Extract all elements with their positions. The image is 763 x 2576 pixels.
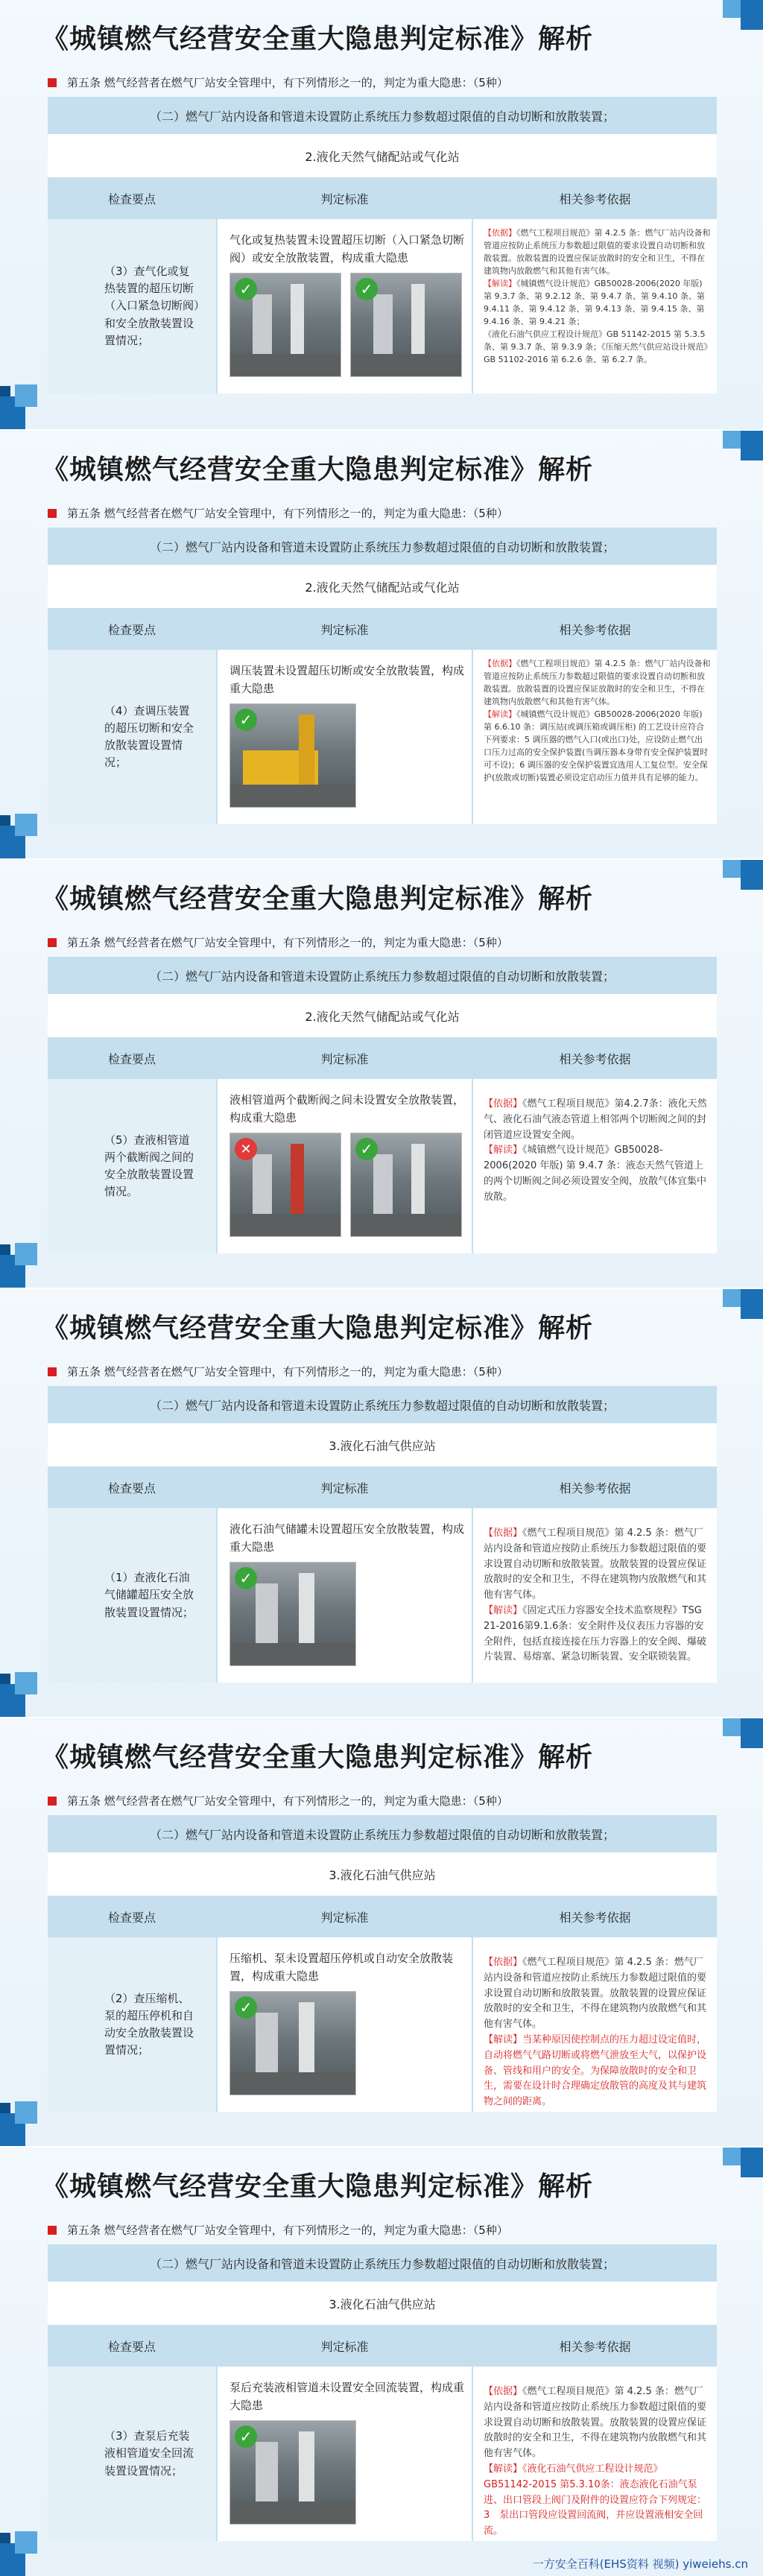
deco-square [0, 1244, 10, 1255]
check-point: （3）查气化或复热装置的超压切断（入口紧急切断阀）和安全放散装置设置情况； [48, 219, 216, 393]
category-bar: （二）燃气厂站内设备和管道未设置防止系统压力参数超过限值的自动切断和放散装置； [48, 2244, 717, 2282]
deco-square [741, 860, 763, 890]
category-bar: （二）燃气厂站内设备和管道未设置防止系统压力参数超过限值的自动切断和放散装置； [48, 1815, 717, 1852]
reference-paragraph [484, 657, 711, 708]
criterion-cell [216, 650, 473, 824]
deco-square [723, 431, 741, 449]
section-title: 3.液化石油气供应站 [48, 1423, 717, 1466]
header-c2: 判定标准 [320, 192, 369, 206]
reference-text: 《燃气工程项目规范》第 4.2.5 条：燃气厂站内设备和管道应按防止系统压力参数超过限值的要求设置自动切断和放散装置。放散装置的设置应保证放散时的安全和卫生，不得在建筑物内放散燃气和其他有害气体。 [484, 2386, 707, 2460]
reference-paragraph [484, 1955, 711, 2033]
slide-title: 《城镇燃气经营安全重大隐患判定标准》解析 [42, 1313, 594, 1344]
reference-paragraph [484, 1526, 711, 1604]
bullet-icon [48, 78, 57, 87]
photo-shape [230, 2072, 355, 2095]
criterion-text: 液相管道两个截断阀之间未设置安全放散装置，构成重大隐患 [229, 1093, 465, 1124]
reference-paragraph [484, 2033, 711, 2110]
header-c3: 相关参考依据 [559, 2339, 631, 2354]
article-text: 第五条 燃气经营者在燃气厂站安全管理中，有下列情形之一的，判定为重大隐患：（5种） [67, 1365, 508, 1379]
table-header [48, 1037, 717, 1079]
reference-tag: 【解读】 [484, 279, 516, 289]
corner-decoration [0, 377, 45, 429]
deco-square [741, 431, 763, 461]
slide [0, 858, 763, 1288]
photo-shape [230, 1643, 355, 1665]
equipment-photo [350, 1133, 462, 1237]
deco-square [741, 1718, 763, 1748]
header-c3: 相关参考依据 [559, 192, 631, 206]
criterion-cell [216, 1508, 473, 1683]
reference-paragraph [484, 328, 711, 366]
reference-text: 《燃气工程项目规范》第 4.2.5 条：燃气厂站内设备和管道应按防止系统压力参数超过限值的要求设置自动切断和放散装置。放散装置的设置应保证放散时的安全和卫生，不得在建筑物内放散燃气和其他有害气体。 [484, 228, 711, 276]
table-header [48, 608, 717, 650]
reference-text: 当某种原因使控制点的压力超过设定值时，自动将燃气气路切断或将燃气泄放至大气，以保护设备、管线和用户的安全。为保障放散时的安全和卫生，需要在设计时合理确定放散管的高度及其与建筑物之间的距离。 [484, 2034, 707, 2108]
reference-tag: 【解读】 [484, 709, 516, 720]
reference-paragraph [484, 2462, 711, 2539]
bullet-icon [48, 1367, 57, 1376]
table-row [48, 1937, 717, 2112]
table-row [48, 1508, 717, 1683]
corner-decoration [0, 1235, 45, 1288]
photo-group [229, 1991, 464, 2095]
criterion-text: 泵后充装液相管道未设置安全回流装置，构成重大隐患 [229, 2381, 465, 2412]
slide [0, 2146, 763, 2576]
equipment-photo [229, 1562, 356, 1666]
check-icon: ✓ [355, 1138, 378, 1160]
equipment-photo [229, 703, 356, 808]
deco-square [15, 814, 37, 836]
category-bar: （二）燃气厂站内设备和管道未设置防止系统压力参数超过限值的自动切断和放散装置； [48, 957, 717, 994]
photo-shape [230, 2501, 355, 2524]
criterion-text: 压缩机、泵未设置超压停机或自动安全放散装置，构成重大隐患 [229, 1952, 454, 1983]
corner-decoration [723, 0, 763, 30]
bullet-icon [48, 938, 57, 947]
photo-group [229, 273, 464, 377]
reference-text: 《燃气工程项目规范》第 4.2.5 条：燃气厂站内设备和管道应按防止系统压力参数超过限值的要求设置自动切断和放散装置。放散装置的设置应保证放散时的安全和卫生，不得在建筑物内放散燃气和其他有害气体。 [484, 1528, 707, 1601]
slide [0, 1288, 763, 1717]
reference-cell [473, 650, 717, 824]
section-title: 3.液化石油气供应站 [48, 1852, 717, 1896]
article-text: 第五条 燃气经营者在燃气厂站安全管理中，有下列情形之一的，判定为重大隐患：（5种） [67, 507, 508, 520]
check-icon: ✓ [355, 278, 378, 300]
header-c3: 相关参考依据 [559, 1051, 631, 1066]
table-row [48, 650, 717, 824]
equipment-photo [229, 2420, 356, 2525]
table-row [48, 2367, 717, 2541]
reference-paragraph [484, 1604, 711, 1665]
check-point: （1）查液化石油气储罐超压安全放散装置设置情况； [48, 1508, 216, 1683]
reference-cell [473, 2367, 717, 2541]
photo-group [229, 2420, 464, 2525]
check-point: （5）查液相管道两个截断阀之间的安全放散装置设置情况。 [48, 1079, 216, 1253]
cross-icon: ✕ [235, 1138, 257, 1160]
reference-text: 《液化石油气供应工程设计规范》GB51142-2015 第5.3.10条：液态液化石油气泵进、出口管段上阀门及附件的设置应符合下列规定：3 泵出口管段应设置回流阀，并应设置液相安全回流。 [484, 2463, 707, 2537]
section-title: 2.液化天然气储配站或气化站 [48, 134, 717, 177]
slide-title: 《城镇燃气经营安全重大隐患判定标准》解析 [42, 455, 594, 485]
corner-decoration [723, 1289, 763, 1319]
slide-title: 《城镇燃气经营安全重大隐患判定标准》解析 [42, 24, 594, 54]
slide [0, 0, 763, 429]
reference-cell [473, 219, 717, 393]
article-text: 第五条 燃气经营者在燃气厂站安全管理中，有下列情形之一的，判定为重大隐患：（5种） [67, 936, 508, 949]
reference-paragraph [484, 277, 711, 328]
corner-decoration [723, 431, 763, 461]
header-c1: 检查要点 [107, 622, 156, 637]
category-bar: （二）燃气厂站内设备和管道未设置防止系统压力参数超过限值的自动切断和放散装置； [48, 528, 717, 565]
section-title: 2.液化天然气储配站或气化站 [48, 994, 717, 1037]
article-line [48, 75, 703, 90]
criterion-text: 气化或复热装置未设置超压切断（入口紧急切断阀）或安全放散装置，构成重大隐患 [229, 233, 465, 265]
photo-shape [230, 785, 355, 807]
slide-title: 《城镇燃气经营安全重大隐患判定标准》解析 [42, 1742, 594, 1773]
check-icon: ✓ [235, 1567, 257, 1589]
criterion-cell [216, 1937, 473, 2112]
equipment-photo [229, 1133, 341, 1237]
equipment-photo [229, 1991, 356, 2095]
header-c1: 检查要点 [107, 1910, 156, 1925]
header-c2: 判定标准 [320, 622, 369, 637]
deco-square [723, 2148, 741, 2165]
criterion-text: 调压装置未设置超压切断或安全放散装置，构成重大隐患 [229, 664, 465, 695]
slide-title: 《城镇燃气经营安全重大隐患判定标准》解析 [42, 884, 594, 914]
photo-shape [230, 354, 341, 376]
slide [0, 429, 763, 858]
reference-tag: 【依据】 [484, 2386, 523, 2397]
check-icon: ✓ [235, 278, 257, 300]
criterion-cell [216, 1079, 473, 1253]
deco-square [15, 1243, 37, 1265]
reference-tag: 【依据】 [484, 1957, 523, 1968]
photo-shape [351, 1214, 461, 1236]
article-line [48, 934, 703, 950]
header-c2: 判定标准 [320, 1481, 369, 1496]
reference-tag: 【依据】 [484, 228, 516, 238]
check-icon: ✓ [235, 1996, 257, 2019]
deco-square [723, 0, 741, 18]
header-c1: 检查要点 [107, 2339, 156, 2354]
criterion-cell [216, 2367, 473, 2541]
check-point: （2）查压缩机、泵的超压停机和自动安全放散装置设置情况； [48, 1937, 216, 2112]
table-header [48, 1466, 717, 1508]
reference-paragraph [484, 2384, 711, 2462]
criterion-text: 液化石油气储罐未设置超压安全放散装置，构成重大隐患 [229, 1522, 465, 1554]
header-c2: 判定标准 [320, 1910, 369, 1925]
article-text: 第五条 燃气经营者在燃气厂站安全管理中，有下列情形之一的，判定为重大隐患：（5种） [67, 76, 508, 89]
section-title: 2.液化天然气储配站或气化站 [48, 565, 717, 608]
check-icon: ✓ [235, 2425, 257, 2448]
deco-square [15, 2101, 37, 2124]
article-text: 第五条 燃气经营者在燃气厂站安全管理中，有下列情形之一的，判定为重大隐患：（5种） [67, 2224, 508, 2237]
bullet-icon [48, 509, 57, 518]
slide-title: 《城镇燃气经营安全重大隐患判定标准》解析 [42, 2171, 594, 2202]
deco-square [741, 2148, 763, 2177]
reference-tag: 【解读】 [484, 1604, 523, 1616]
reference-text: 《城镇燃气设计规范》GB50028-2006(2020 年版) 第 9.4.7 条：液态天然气管道上的两个切断阀之间必须设置安全阀，放散气体宜集中放散。 [484, 1145, 707, 1203]
deco-square [15, 2531, 37, 2554]
reference-text: 《液化石油气供应工程设计规范》GB 51142-2015 第 5.3.5 条、第 9.3.7 条、第 9.3.9 条；《压缩天然气供应站设计规范》GB 51102-2016 第 6.2.6 条、第 6.2.7 条。 [484, 329, 708, 365]
header-c1: 检查要点 [107, 1051, 156, 1066]
article-text: 第五条 燃气经营者在燃气厂站安全管理中，有下列情形之一的，判定为重大隐患：（5种） [67, 1794, 508, 1808]
photo-shape [351, 354, 461, 376]
deco-square [15, 384, 37, 407]
article-line [48, 505, 703, 521]
reference-text: 《燃气工程项目规范》第 4.2.5 条：燃气厂站内设备和管道应按防止系统压力参数超过限值的要求设置自动切断和放散装置。放散装置的设置应保证放散时的安全和卫生，不得在建筑物内放散燃气和其他有害气体。 [484, 659, 711, 707]
article-line [48, 1793, 703, 1808]
slide [0, 1717, 763, 2146]
reference-tag: 【依据】 [484, 1098, 523, 1110]
photo-group [229, 1562, 464, 1666]
criterion-cell [216, 219, 473, 393]
deco-square [0, 1674, 10, 1684]
reference-paragraph [484, 708, 711, 784]
deco-square [723, 1718, 741, 1736]
deco-square [723, 860, 741, 878]
photo-group [229, 703, 464, 808]
deco-square [0, 2533, 10, 2543]
category-bar: （二）燃气厂站内设备和管道未设置防止系统压力参数超过限值的自动切断和放散装置； [48, 97, 717, 134]
header-c3: 相关参考依据 [559, 1481, 631, 1496]
corner-decoration [0, 806, 45, 858]
article-line [48, 2222, 703, 2238]
header-c2: 判定标准 [320, 1051, 369, 1066]
bullet-icon [48, 1797, 57, 1806]
corner-decoration [723, 2148, 763, 2177]
equipment-photo [350, 273, 462, 377]
reference-cell [473, 1508, 717, 1683]
table-header [48, 2325, 717, 2367]
header-c2: 判定标准 [320, 2339, 369, 2354]
reference-text: 《燃气工程项目规范》第4.2.7条：液化天然气、液化石油气液态管道上相邻两个切断阀之间的封闭管道应设置安全阀。 [484, 1098, 707, 1141]
reference-tag: 【依据】 [484, 1528, 523, 1539]
reference-tag: 【依据】 [484, 659, 516, 668]
deco-square [0, 815, 10, 826]
table-header [48, 1896, 717, 1937]
corner-decoration [723, 1718, 763, 1748]
check-point: （3）查泵后充装液相管道安全回流装置设置情况； [48, 2367, 216, 2541]
deco-square [741, 1289, 763, 1319]
check-icon: ✓ [235, 709, 257, 731]
reference-text: 《燃气工程项目规范》第 4.2.5 条：燃气厂站内设备和管道应按防止系统压力参数超过限值的要求设置自动切断和放散装置。放散装置的设置应保证放散时的安全和卫生，不得在建筑物内放散燃气和其他有害气体。 [484, 1957, 707, 2031]
reference-cell [473, 1937, 717, 2112]
category-bar: （二）燃气厂站内设备和管道未设置防止系统压力参数超过限值的自动切断和放散装置； [48, 1386, 717, 1423]
header-c1: 检查要点 [107, 192, 156, 206]
deco-square [15, 1672, 37, 1694]
corner-decoration [723, 860, 763, 890]
reference-text: 《城镇燃气设计规范》GB50028-2006(2020 年版) 第 6.6.10 条：调压站(或调压箱或调压柜) 的工艺设计应符合下列要求：5 调压器的燃气入口(或出口)处，应设防止燃气出口压力过高的安全保护装置(当调压器本身带有安全保护装置时可不设)；6 调压器的安全保护装置宜选用人工复位型。安全保护(放散或切断)装置必须设定启动压力值并具有足够的能力。 [484, 709, 709, 783]
reference-paragraph [484, 1143, 711, 1205]
reference-text: 《固定式压力容器安全技术监察规程》TSG 21-2016第9.1.6条：安全附件及仪表压力容器的安全附件，包括直接连接在压力容器上的安全阀、爆破片装置、易熔塞、紧急切断装置、安全联锁装置。 [484, 1604, 707, 1663]
bullet-icon [48, 2226, 57, 2235]
corner-decoration [0, 2094, 45, 2146]
reference-cell [473, 1079, 717, 1253]
deco-square [741, 0, 763, 30]
photo-shape [230, 1214, 341, 1236]
footer-watermark: 一方安全百科(EHS资料 视频) yiweiehs.cn [532, 2557, 748, 2571]
header-c3: 相关参考依据 [559, 1910, 631, 1925]
equipment-photo [229, 273, 341, 377]
deco-square [0, 386, 10, 396]
check-point: （4）查调压装置的超压切断和安全放散装置设置情况； [48, 650, 216, 824]
reference-paragraph [484, 1097, 711, 1143]
reference-tag: 【解读】 [484, 1145, 523, 1156]
corner-decoration [0, 1665, 45, 1717]
deco-square [0, 2103, 10, 2113]
reference-tag: 【解读】 [484, 2463, 523, 2475]
reference-paragraph [484, 227, 711, 277]
reference-text: 《城镇燃气设计规范》GB50028-2006(2020 年版) 第 9.3.7 条、第 9.2.12 条、第 9.4.7 条、第 9.4.10 条、第 9.4.11 条、第 9.4.12 条、第 9.4.13 条、第 9.4.15 条、第 9.4.16 条、第 9.4.21 条； [484, 279, 705, 327]
corner-decoration [0, 2524, 45, 2576]
deco-square [723, 1289, 741, 1307]
article-line [48, 1364, 703, 1379]
table-header [48, 177, 717, 219]
header-c3: 相关参考依据 [559, 622, 631, 637]
reference-tag: 【解读】 [484, 2034, 523, 2045]
photo-group [229, 1133, 464, 1237]
table-row [48, 219, 717, 393]
table-row [48, 1079, 717, 1253]
header-c1: 检查要点 [107, 1481, 156, 1496]
section-title: 3.液化石油气供应站 [48, 2282, 717, 2325]
